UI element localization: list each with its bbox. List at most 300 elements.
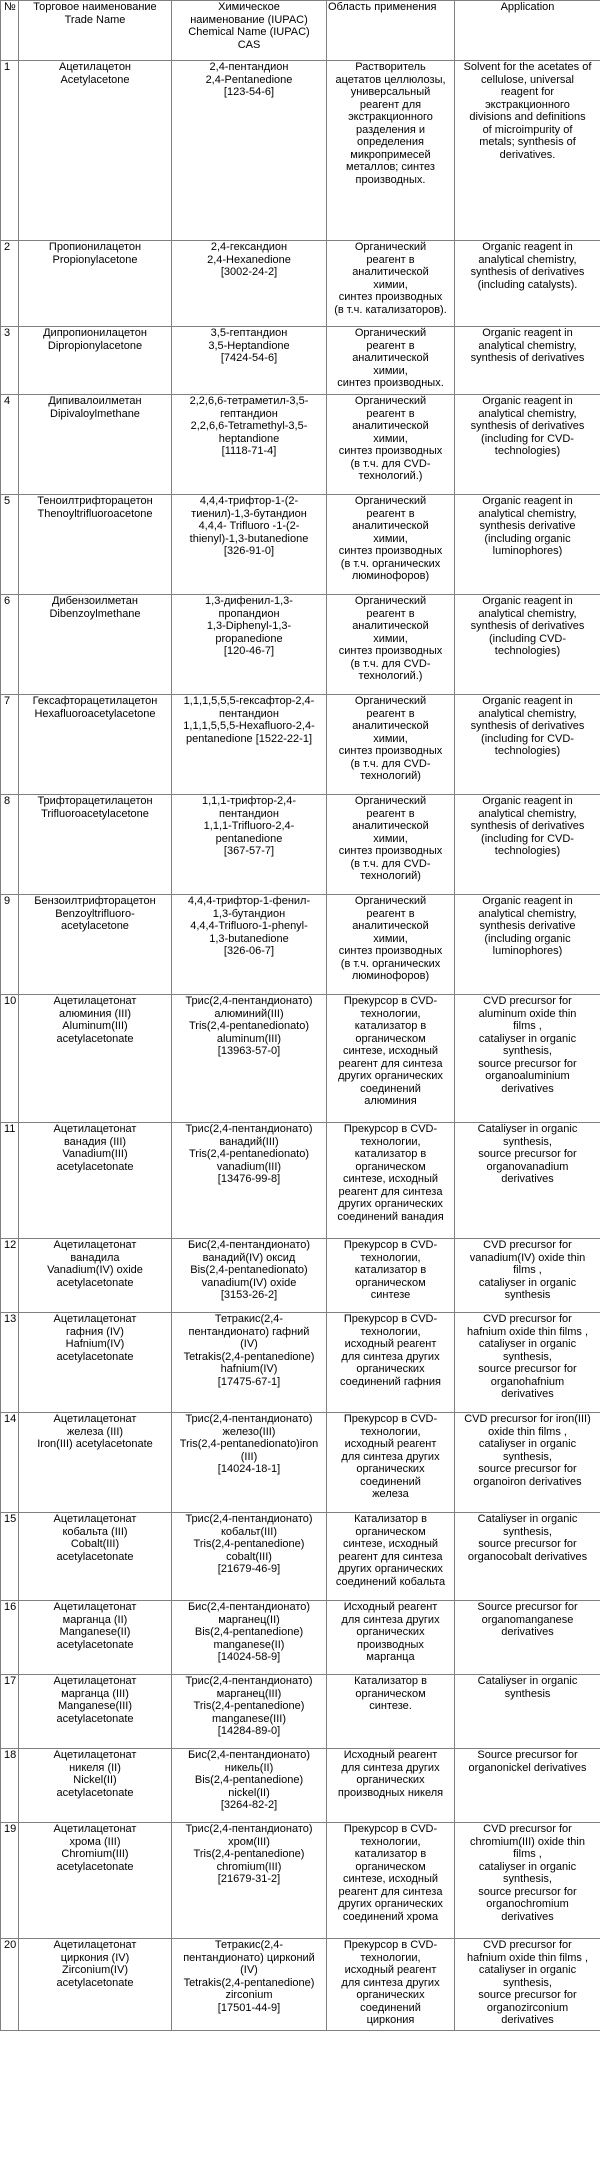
application-ru-cell-line: технологии, — [360, 1007, 421, 1020]
row-number: 12 — [1, 1239, 19, 1313]
chemical-name-cell-line: [7424-54-6] — [220, 352, 278, 364]
application-ru-cell-line: люминофоров) — [351, 570, 430, 582]
application-ru-cell-line: технологии, — [360, 1135, 421, 1148]
trade-name-cell-line: Zirconium(IV) — [61, 1964, 128, 1976]
chemical-name-cell-line: hafnium(IV) — [220, 1363, 278, 1375]
chemical-name-cell-line: [13476-99-8] — [217, 1173, 281, 1185]
chemical-name-cell-line: 1,3-butanedione — [209, 932, 289, 945]
application-ru-cell — [327, 1123, 455, 1239]
table-row — [1, 695, 600, 795]
trade-name-cell — [19, 1675, 172, 1749]
chemical-name-cell-line: Тетракис(2,4- — [214, 1313, 284, 1325]
trade-name-cell-line: кобальта (III) — [62, 1525, 128, 1538]
chemical-name-cell — [172, 995, 327, 1123]
trade-name-cell-line: гафния (IV) — [66, 1325, 124, 1338]
application-ru-cell — [327, 1513, 455, 1601]
header-chemical-name-line: Chemical Name (IUPAC) — [188, 26, 310, 38]
application-en-cell-line: organonickel derivatives — [468, 1761, 587, 1774]
trade-name-cell-line: acetylacetonate — [56, 1638, 134, 1651]
table-row — [1, 1413, 600, 1513]
chemical-name-cell — [172, 1823, 327, 1939]
application-ru-cell — [327, 595, 455, 695]
trade-name-cell-line: Ацетилацетонат — [53, 1749, 137, 1761]
application-en-cell — [455, 495, 600, 595]
application-ru-cell-line: технологии, — [360, 1835, 421, 1848]
application-ru-cell-line: Исходный реагент — [343, 1749, 438, 1761]
chemical-name-cell-line: 1,1,1,5,5,5-гексафтор-2,4- — [183, 695, 315, 707]
application-ru-cell-line: циркония — [366, 2014, 415, 2026]
application-ru-cell-line: синтез производных. — [337, 377, 444, 389]
chemical-name-cell-line: nickel(II) — [228, 1786, 270, 1799]
trade-name-cell-line: Дипропионилацетон — [43, 327, 147, 339]
chemical-name-cell-line: 3,5-Heptandione — [208, 339, 290, 352]
application-ru-cell-line: для синтеза других — [341, 1613, 440, 1626]
chemical-name-cell-line: propanedione — [215, 632, 283, 645]
application-ru-cell-line: Исходный реагент — [343, 1601, 438, 1613]
trade-name-cell-line: Дибензоилметан — [52, 595, 138, 607]
application-ru-cell — [327, 1313, 455, 1413]
trade-name-cell-line: Trifluoroacetylacetone — [41, 807, 149, 820]
application-ru-cell-line: технологий.) — [358, 670, 423, 682]
table-row — [1, 1939, 600, 2031]
application-ru-cell-line: синтез производных — [338, 445, 443, 457]
chemical-name-cell-line: 1,3-дифенил-1,3- — [205, 595, 293, 607]
trade-name-cell-line: Ацетилацетон — [58, 61, 132, 73]
application-en-cell-line: analytical chemistry, — [478, 253, 577, 266]
chemical-name-cell-line: [14024-58-9] — [217, 1651, 281, 1663]
application-ru-cell — [327, 1939, 455, 2031]
application-ru-cell — [327, 241, 455, 327]
application-en-cell-line: technologies) — [494, 745, 561, 757]
application-ru-cell-line: синтез производных — [338, 745, 443, 757]
header-trade-name-en: Trade Name — [64, 13, 126, 26]
header-application: Application — [455, 1, 600, 61]
application-en-cell — [455, 1749, 600, 1823]
application-ru-cell — [327, 495, 455, 595]
trade-name-cell-line: Dibenzoylmethane — [49, 607, 141, 620]
application-ru-cell-line: других органических — [338, 1563, 443, 1575]
application-en-cell-line: organoaluminium — [485, 1070, 570, 1082]
trade-name-cell-line: Hexafluoroacetylacetone — [34, 707, 156, 720]
application-en-cell — [455, 395, 600, 495]
table-row — [1, 1675, 600, 1749]
row-number: 6 — [1, 595, 19, 695]
chemical-name-cell-line: [326-06-7] — [223, 945, 275, 957]
table-row — [1, 1823, 600, 1939]
application-en-cell-line: Cataliyser in organic — [477, 1123, 578, 1135]
application-ru-cell-line: технологий.) — [358, 470, 423, 482]
chemical-name-cell-line: [17501-44-9] — [217, 2001, 281, 2014]
application-en-cell-line: cataliyser in organic — [478, 1438, 577, 1450]
application-ru-cell-line: технологии, — [360, 1951, 421, 1964]
application-en-cell-line: synthesis of derivatives — [470, 620, 585, 632]
chemical-name-cell-line: Трис(2,4-пентандионато) — [185, 1513, 313, 1525]
chemical-name-cell-line: 2,4-Pentanedione — [205, 73, 293, 86]
chemical-name-cell-line: cobalt(III) — [226, 1550, 272, 1563]
chemical-name-cell-line: Трис(2,4-пентандионато) — [185, 1413, 313, 1425]
application-ru-cell-line: (в т.ч. катализаторов). — [334, 303, 447, 316]
application-en-cell-line: экстракционного — [485, 98, 570, 111]
trade-name-cell-line: Ацетилацетонат — [53, 1239, 137, 1251]
chemical-name-cell-line: пентандионато) гафний — [188, 1325, 310, 1338]
trade-name-cell-line: Ацетилацетонат — [53, 995, 137, 1007]
trade-name-cell-line: Chromium(III) — [61, 1848, 129, 1860]
application-ru-cell-line: технологии, — [360, 1425, 421, 1438]
application-ru-cell-line: (в т.ч. для CVD- — [350, 657, 431, 670]
chemical-name-cell-line: кобальт(III) — [220, 1525, 278, 1538]
header-chemical-name-line: CAS — [237, 38, 261, 51]
application-ru-cell-line: Прекурсор в CVD- — [343, 1413, 438, 1425]
chemical-name-cell-line: Tetrakis(2,4-pentanedione) — [183, 1350, 315, 1363]
application-en-cell-line: synthesis of derivatives — [470, 352, 585, 364]
application-en-cell-line: hafnium oxide thin films , — [466, 1325, 589, 1338]
application-ru-cell-line: синтезе, исходный — [342, 1045, 439, 1057]
application-en-cell-line: luminophores) — [492, 945, 563, 957]
application-en-cell — [455, 327, 600, 395]
application-en-cell-line: analytical chemistry, — [478, 407, 577, 420]
application-ru-cell-line: (в т.ч. для CVD- — [350, 757, 431, 770]
application-ru-cell-line: других органических — [338, 1198, 443, 1210]
trade-name-cell-line: acetylacetone — [61, 920, 129, 932]
table-body — [1, 61, 600, 2031]
trade-name-cell-line: ванадия (III) — [63, 1135, 127, 1148]
application-en-cell-line: derivatives — [501, 1626, 554, 1638]
application-ru-cell-line: химии, — [373, 832, 408, 845]
application-en-cell-line: source precursor for — [478, 1989, 577, 2001]
trade-name-cell — [19, 241, 172, 327]
application-en-cell-line: cataliyser in organic — [478, 1032, 577, 1045]
application-en-cell-line: CVD precursor for iron(III) — [464, 1413, 591, 1425]
application-ru-cell-line: катализатор в — [354, 1848, 427, 1860]
application-en-cell — [455, 1123, 600, 1239]
chemical-name-cell-line: 2,4-Hexanedione — [207, 253, 291, 266]
application-en-cell-line: (including for CVD- — [481, 432, 574, 445]
application-ru-cell-line: органических — [356, 1363, 425, 1375]
trade-name-cell-line: Ацетилацетонат — [53, 1123, 137, 1135]
application-en-cell — [455, 995, 600, 1123]
trade-name-cell-line: Гексафторацетилацетон — [32, 695, 158, 707]
chemical-name-cell-line: thienyl)-1,3-butanedione — [189, 532, 309, 545]
chemical-name-cell-line: 1,1,1-Trifluoro-2,4- — [203, 820, 295, 832]
chemical-name-cell-line: zirconium — [225, 1989, 273, 2001]
chemical-name-cell-line: хром(III) — [228, 1835, 270, 1848]
table-row — [1, 1601, 600, 1675]
application-en-cell-line: Organic reagent in — [482, 495, 573, 507]
application-ru-cell-line: реагент для синтеза — [338, 1185, 443, 1198]
table-row — [1, 995, 600, 1123]
application-en-cell-line: (including catalysts). — [477, 278, 578, 291]
chemical-name-cell-line: Трис(2,4-пентандионато) — [185, 1675, 313, 1687]
chemical-name-cell-line: 2,2,6,6-тетраметил-3,5- — [189, 395, 309, 407]
application-ru-cell-line: химии, — [373, 532, 408, 545]
chemical-name-cell — [172, 1313, 327, 1413]
application-en-cell — [455, 61, 600, 241]
trade-name-cell-line: Benzoyltrifluoro- — [55, 907, 135, 920]
application-en-cell-line: synthesis derivative — [479, 920, 576, 932]
table-header-row — [1, 1, 600, 61]
application-ru-cell-line: синтез производных — [338, 945, 443, 957]
trade-name-cell-line: acetylacetonate — [56, 1276, 134, 1289]
application-en-cell-line: Source precursor for — [477, 1749, 578, 1761]
trade-name-cell-line: Ацетилацетонат — [53, 1313, 137, 1325]
chemical-name-cell-line: алюминий(III) — [214, 1007, 284, 1020]
trade-name-cell — [19, 1939, 172, 2031]
trade-name-cell-line: acetylacetonate — [56, 1350, 134, 1363]
row-number: 7 — [1, 695, 19, 795]
application-ru-cell-line: для синтеза других — [341, 1350, 440, 1363]
trade-name-cell — [19, 1239, 172, 1313]
application-en-cell-line: oxide thin films , — [488, 1425, 567, 1438]
application-ru-cell-line: Органический — [354, 395, 427, 407]
application-en-cell-line: Organic reagent in — [482, 241, 573, 253]
application-en-cell-line: (including for CVD- — [481, 732, 574, 745]
application-ru-cell-line: Органический — [354, 327, 427, 339]
application-ru-cell-line: химии, — [373, 932, 408, 945]
trade-name-cell — [19, 1823, 172, 1939]
chemical-name-cell-line: [120-46-7] — [223, 645, 275, 657]
application-ru-cell — [327, 1601, 455, 1675]
application-en-cell-line: synthesis, — [503, 1873, 552, 1885]
table-row — [1, 495, 600, 595]
row-number: 4 — [1, 395, 19, 495]
chemical-name-cell-line: 1,3-Diphenyl-1,3- — [206, 620, 292, 632]
trade-name-cell — [19, 327, 172, 395]
application-ru-cell-line: для синтеза других — [341, 1450, 440, 1463]
application-en-cell-line: CVD precursor for — [483, 1239, 572, 1251]
trade-name-cell — [19, 1749, 172, 1823]
application-ru-cell-line: металлов; синтез — [346, 161, 435, 173]
chemical-name-cell — [172, 495, 327, 595]
application-ru-cell-line: реагент в — [366, 607, 415, 620]
application-ru-cell-line: разделения и — [356, 123, 425, 136]
application-en-cell — [455, 1413, 600, 1513]
application-en-cell-line: Cataliyser in organic — [477, 1513, 578, 1525]
application-ru-cell-line: Прекурсор в CVD- — [343, 1823, 438, 1835]
application-ru-cell-line: соединений гафния — [340, 1375, 441, 1388]
application-ru-cell-line: реагент для синтеза — [338, 1057, 443, 1070]
application-ru-cell-line: органическом — [355, 1276, 426, 1289]
application-ru-cell-line: химии, — [373, 364, 408, 377]
application-ru-cell-line: синтез производных — [338, 545, 443, 557]
application-en-cell-line: films , — [513, 1848, 542, 1860]
application-en-cell — [455, 1313, 600, 1413]
application-en-cell-line: synthesis, — [503, 1350, 552, 1363]
trade-name-cell-line: Dipivaloylmethane — [50, 407, 140, 420]
trade-name-cell-line: Ацетилацетонат — [53, 1675, 137, 1687]
chemical-name-cell-line: [13963-57-0] — [217, 1045, 281, 1057]
row-number: 13 — [1, 1313, 19, 1413]
chemical-name-cell-line: manganese(III) — [212, 1712, 286, 1725]
application-en-cell-line: CVD precursor for — [483, 1823, 572, 1835]
application-ru-cell-line: реагент в — [366, 907, 415, 920]
chemical-name-cell-line: Tris(2,4-pentanedione) — [193, 1538, 305, 1550]
application-en-cell-line: cellulose, universal — [481, 73, 574, 86]
application-ru-cell-line: органическом — [355, 1160, 426, 1173]
trade-name-cell-line: acetylacetonate — [56, 1976, 134, 1989]
application-en-cell — [455, 895, 600, 995]
application-en-cell-line: hafnium oxide thin films , — [466, 1951, 589, 1964]
application-ru-cell-line: исходный реагент — [344, 1338, 437, 1350]
application-ru-cell-line: марганца — [366, 1651, 415, 1663]
application-ru-cell-line: соединений — [360, 2001, 421, 2014]
application-en-cell-line: Organic reagent in — [482, 395, 573, 407]
application-en-cell — [455, 241, 600, 327]
application-en-cell-line: CVD precursor for — [483, 1939, 572, 1951]
chemical-name-cell-line: [21679-31-2] — [217, 1873, 281, 1885]
chemical-name-cell-line: [14284-89-0] — [217, 1725, 281, 1737]
table-row — [1, 1513, 600, 1601]
chemical-name-cell-line: Tris(2,4-pentanedionato) — [188, 1148, 310, 1160]
application-ru-cell-line: (в т.ч. для CVD- — [350, 457, 431, 470]
chemical-name-cell — [172, 895, 327, 995]
application-ru-cell-line: экстракционного — [348, 111, 433, 123]
application-ru-cell-line: (в т.ч. органических — [340, 557, 441, 570]
chemical-name-cell-line: Трис(2,4-пентандионато) — [185, 1823, 313, 1835]
chemical-name-cell-line: 3,5-гептандион — [210, 327, 288, 339]
application-en-cell — [455, 795, 600, 895]
application-ru-cell — [327, 895, 455, 995]
trade-name-cell-line: Thenoyltrifluoroacetone — [37, 507, 153, 520]
application-en-cell-line: derivatives — [501, 1082, 554, 1095]
application-ru-cell-line: Прекурсор в CVD- — [343, 1939, 438, 1951]
application-ru-cell-line: (в т.ч. для CVD- — [350, 857, 431, 870]
trade-name-cell — [19, 895, 172, 995]
trade-name-cell-line: Ацетилацетонат — [53, 1601, 137, 1613]
trade-name-cell-line: Пропионилацетон — [48, 241, 142, 253]
trade-name-cell-line: хрома (III) — [69, 1835, 121, 1848]
chemical-name-cell-line: 1,3-бутандион — [212, 907, 286, 920]
trade-name-cell — [19, 995, 172, 1123]
chemical-name-cell — [172, 1749, 327, 1823]
chemical-name-cell-line: 1,1,1,5,5,5-Hexafluoro-2,4- — [183, 720, 315, 732]
trade-name-cell-line: Iron(III) acetylacetonate — [37, 1438, 153, 1450]
application-en-cell-line: source precursor for — [478, 1463, 577, 1475]
application-en-cell-line: analytical chemistry, — [478, 907, 577, 920]
application-en-cell-line: synthesis of derivatives — [470, 820, 585, 832]
application-en-cell-line: analytical chemistry, — [478, 339, 577, 352]
application-ru-cell-line: Органический — [354, 795, 427, 807]
application-ru-cell-line: технологии, — [360, 1251, 421, 1264]
chemical-name-cell — [172, 241, 327, 327]
application-ru-cell-line: люминофоров) — [351, 970, 430, 982]
chemical-name-cell-line: тиенил)-1,3-бутандион — [191, 507, 307, 520]
chemical-name-cell — [172, 1239, 327, 1313]
application-en-cell-line: films , — [513, 1020, 542, 1032]
chemical-name-cell-line: (III) — [240, 1450, 258, 1463]
application-ru-cell-line: синтез производных — [338, 291, 443, 303]
application-ru-cell-line: производных — [357, 1638, 424, 1651]
application-en-cell-line: derivatives — [501, 1910, 554, 1923]
application-en-cell-line: source precursor for — [478, 1363, 577, 1375]
application-en-cell-line: (including organic — [484, 932, 571, 945]
trade-name-cell-line: acetylacetonate — [56, 1160, 134, 1173]
application-ru-cell-line: производных никеля — [337, 1786, 444, 1799]
chemical-name-cell — [172, 795, 327, 895]
application-en-cell-line: synthesis, — [503, 1525, 552, 1538]
application-en-cell-line: CVD precursor for — [483, 1313, 572, 1325]
application-ru-cell-line: синтез производных — [338, 645, 443, 657]
row-number: 1 — [1, 61, 19, 241]
chemical-name-cell-line: 4,4,4-трифтор-1-фенил- — [187, 895, 311, 907]
application-ru-cell-line: реагент в — [366, 807, 415, 820]
application-ru-cell-line: органических — [356, 1774, 425, 1786]
row-number: 3 — [1, 327, 19, 395]
application-ru-cell-line: реагент в — [366, 339, 415, 352]
application-en-cell-line: organoiron derivatives — [473, 1475, 582, 1488]
chemical-name-cell-line: heptandione — [218, 432, 280, 445]
chemical-name-cell-line: марганец(II) — [218, 1613, 280, 1626]
application-en-cell-line: analytical chemistry, — [478, 607, 577, 620]
chemical-name-cell-line: [367-57-7] — [223, 845, 275, 857]
chemical-name-cell — [172, 395, 327, 495]
chemical-name-cell-line: Bis(2,4-pentanedionato) — [190, 1264, 308, 1276]
row-number: 20 — [1, 1939, 19, 2031]
application-en-cell-line: derivatives. — [499, 148, 556, 161]
chemical-name-cell — [172, 695, 327, 795]
trade-name-cell-line: Ацетилацетонат — [53, 1823, 137, 1835]
chemical-name-cell-line: Tris(2,4-pentanedionato)iron — [179, 1438, 319, 1450]
header-number: № — [1, 1, 19, 61]
application-en-cell-line: derivatives — [501, 2014, 554, 2026]
chemical-name-cell-line: Bis(2,4-pentanedione) — [194, 1626, 304, 1638]
trade-name-cell-line: Manganese(II) — [59, 1626, 131, 1638]
trade-name-cell-line: Manganese(III) — [58, 1700, 132, 1712]
header-trade-name — [19, 1, 172, 61]
trade-name-cell-line: Vanadium(III) — [62, 1148, 128, 1160]
application-ru-cell-line: реагент в — [366, 507, 415, 520]
row-number: 17 — [1, 1675, 19, 1749]
chemical-name-cell — [172, 1123, 327, 1239]
trade-name-cell — [19, 595, 172, 695]
application-ru-cell-line: синтез производных — [338, 845, 443, 857]
chemical-name-cell-line: Tetrakis(2,4-pentanedione) — [183, 1976, 315, 1989]
application-ru-cell-line: реагент для синтеза — [338, 1885, 443, 1898]
application-ru-cell-line: производных. — [355, 173, 426, 186]
chemical-name-cell — [172, 595, 327, 695]
application-en-cell-line: Source precursor for — [477, 1601, 578, 1613]
application-ru-cell-line: Растворитель — [355, 61, 426, 73]
application-ru-cell-line: Органический — [354, 695, 427, 707]
row-number: 18 — [1, 1749, 19, 1823]
application-en-cell-line: technologies) — [494, 645, 561, 657]
header-area-ru: Область применения — [327, 1, 455, 61]
application-en-cell-line: reagent for — [500, 86, 555, 98]
application-en-cell — [455, 1601, 600, 1675]
application-ru-cell — [327, 1675, 455, 1749]
table-row — [1, 1313, 600, 1413]
application-ru-cell-line: соединений кобальта — [335, 1575, 446, 1588]
application-en-cell-line: source precursor for — [478, 1538, 577, 1550]
application-ru-cell-line: универсальный — [350, 86, 431, 98]
table-row — [1, 61, 600, 241]
chemical-name-cell-line: Bis(2,4-pentanedione) — [194, 1774, 304, 1786]
application-en-cell-line: of microimpurity of — [482, 123, 573, 136]
trade-name-cell-line: Теноилтрифторацетон — [37, 495, 153, 507]
trade-name-cell-line: Acetylacetone — [60, 73, 130, 86]
application-ru-cell — [327, 1413, 455, 1513]
application-ru-cell-line: исходный реагент — [344, 1438, 437, 1450]
application-ru-cell-line: Органический — [354, 595, 427, 607]
header-chemical-name-line: Химическое — [218, 1, 280, 13]
chemical-name-cell-line: 2,2,6,6-Tetramethyl-3,5- — [190, 420, 308, 432]
trade-name-cell — [19, 1123, 172, 1239]
trade-name-cell-line: acetylacetonate — [56, 1712, 134, 1725]
trade-name-cell-line: Трифторацетилацетон — [37, 795, 153, 807]
chemical-name-cell — [172, 1601, 327, 1675]
chemical-name-cell-line: пропандион — [218, 607, 280, 620]
row-number: 9 — [1, 895, 19, 995]
chemical-name-cell-line: Трис(2,4-пентандионато) — [185, 1123, 313, 1135]
